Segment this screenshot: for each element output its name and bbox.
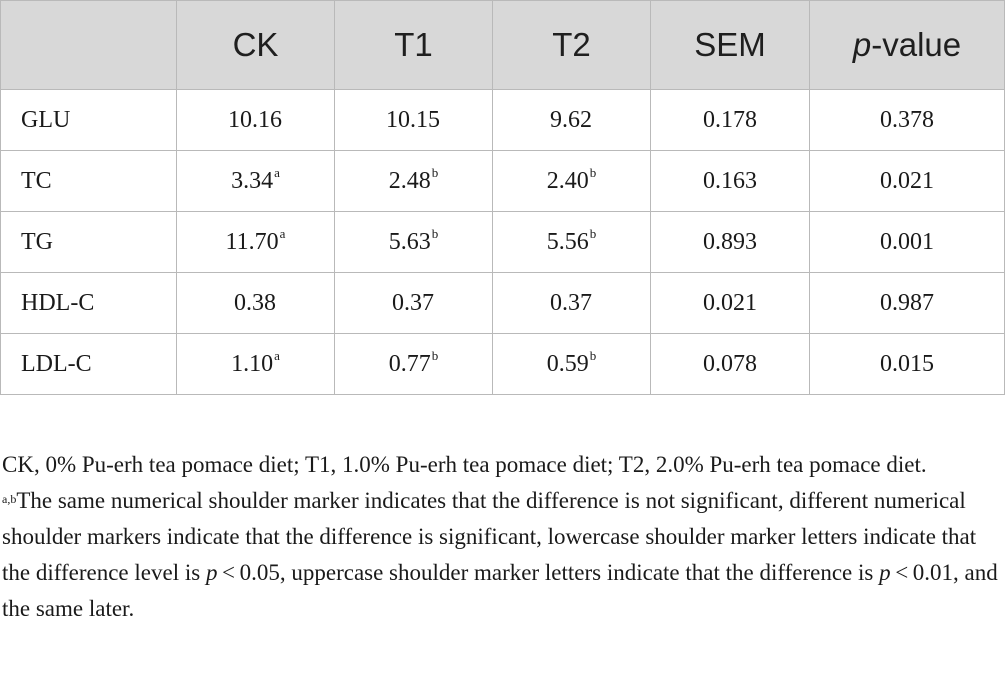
table-header-row	[1, 1, 1005, 90]
cell-value: 11.70	[225, 228, 279, 255]
cell-t1	[335, 334, 493, 395]
footnote-marker: a,b	[2, 492, 17, 506]
cell-t2	[493, 90, 651, 151]
cell-t2	[493, 273, 651, 334]
cell-t1	[335, 212, 493, 273]
cell-p-value: 0.015	[810, 334, 1005, 395]
header-blank	[1, 1, 177, 90]
cell-sem: 0.893	[651, 212, 810, 273]
footnote-superscripts	[2, 483, 1000, 627]
cell-t1	[335, 273, 493, 334]
cell-ck	[177, 334, 335, 395]
cell-value: 1.10	[231, 350, 274, 377]
header-p-value	[810, 1, 1005, 90]
cell-value: 0.77	[388, 350, 431, 377]
cell-value: 0.37	[550, 289, 592, 316]
cell-ck	[177, 90, 335, 151]
cell-superscript: a	[274, 347, 280, 363]
cell-ck	[177, 212, 335, 273]
cell-value: 0.38	[234, 289, 276, 316]
cell-sem: 0.021	[651, 273, 810, 334]
cell-superscript: b	[589, 164, 597, 180]
cell-value: 2.48	[388, 167, 431, 194]
cell-p-value: 0.001	[810, 212, 1005, 273]
cell-value: 5.63	[388, 228, 431, 255]
cell-superscript: b	[589, 225, 597, 241]
header-p-rest: -value	[871, 26, 962, 63]
cell-p-value: 0.021	[810, 151, 1005, 212]
header-t1: T1	[335, 1, 493, 90]
cell-value: 5.56	[546, 228, 589, 255]
cell-t2	[493, 151, 651, 212]
footnote-text-2: < 0.05, uppercase shoulder marker letters indicate that the difference is	[217, 560, 880, 585]
cell-value: 0.59	[546, 350, 589, 377]
cell-value: 0.37	[392, 289, 434, 316]
cell-superscript: a	[279, 225, 286, 241]
row-label: LDL-C	[1, 334, 177, 395]
table-row	[1, 273, 1005, 334]
cell-value: 9.62	[550, 106, 592, 133]
cell-p-value: 0.987	[810, 273, 1005, 334]
cell-sem: 0.163	[651, 151, 810, 212]
row-label: HDL-C	[1, 273, 177, 334]
row-label: GLU	[1, 90, 177, 151]
table-row	[1, 212, 1005, 273]
footnote-p-2: p	[879, 560, 891, 585]
footnote-text-1: The same numerical shoulder marker indicates that the difference is not significant, different numerical shoulder markers indicate that the difference is significant, lowercase shoulder marker letters indicate that the difference level is	[2, 488, 977, 585]
cell-superscript: b	[431, 225, 439, 241]
row-label: TG	[1, 212, 177, 273]
footnote-abbreviations: CK, 0% Pu-erh tea pomace diet; T1, 1.0% Pu-erh tea pomace diet; T2, 2.0% Pu-erh tea pomace diet.	[2, 452, 927, 477]
table-row	[1, 151, 1005, 212]
cell-ck	[177, 273, 335, 334]
cell-t2	[493, 334, 651, 395]
cell-superscript: b	[431, 347, 439, 363]
table-row	[1, 90, 1005, 151]
footnote-p-1: p	[205, 560, 218, 585]
cell-value: 10.15	[386, 106, 440, 133]
cell-ck	[177, 151, 335, 212]
cell-sem: 0.178	[651, 90, 810, 151]
footnote-text-3: < 0.01, and the same later.	[2, 560, 998, 621]
header-sem: SEM	[651, 1, 810, 90]
cell-superscript: b	[589, 347, 597, 363]
table-footnotes	[2, 447, 1000, 627]
cell-value: 10.16	[228, 106, 282, 133]
table-row	[1, 334, 1005, 395]
cell-superscript: a	[274, 164, 280, 180]
cell-value: 3.34	[231, 167, 274, 194]
cell-t1	[335, 90, 493, 151]
cell-p-value: 0.378	[810, 90, 1005, 151]
cell-t1	[335, 151, 493, 212]
header-ck: CK	[177, 1, 335, 90]
header-t2: T2	[493, 1, 651, 90]
row-label: TC	[1, 151, 177, 212]
cell-superscript: b	[431, 164, 439, 180]
cell-t2	[493, 212, 651, 273]
cell-value: 2.40	[546, 167, 589, 194]
header-p-italic: p	[852, 26, 872, 63]
cell-sem: 0.078	[651, 334, 810, 395]
